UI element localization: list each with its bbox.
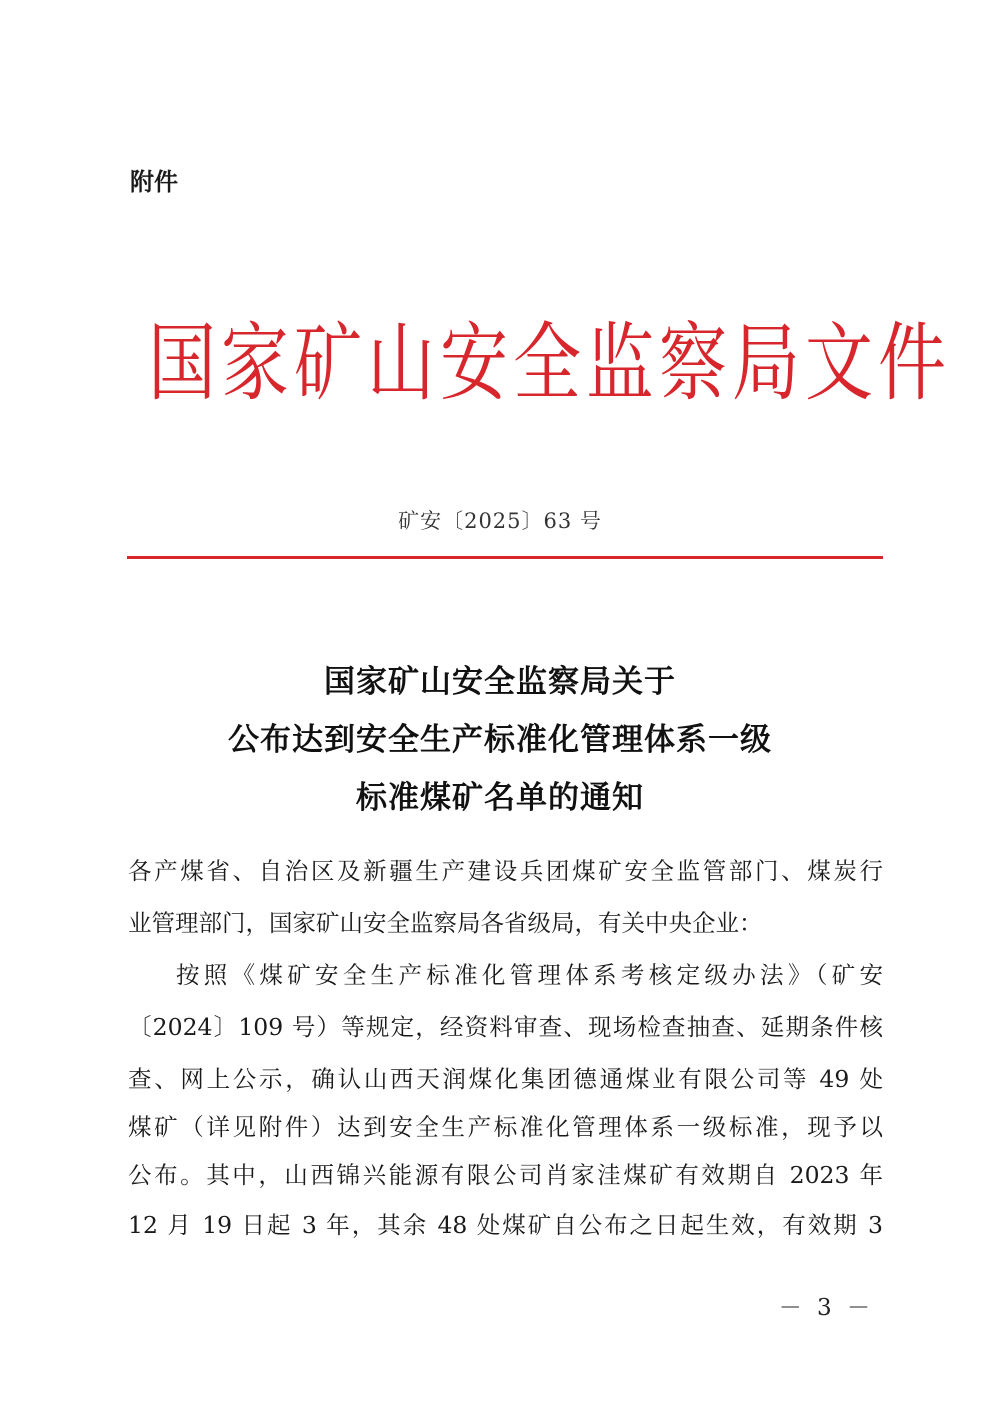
body-line: 煤矿（详见附件）达到安全生产标准化管理体系一级标准，现予以 xyxy=(128,1113,883,1141)
notice-title-line: 公布达到安全生产标准化管理体系一级 xyxy=(228,722,772,758)
notice-title-line: 国家矿山安全监察局关于 xyxy=(324,664,676,700)
red-divider-rule xyxy=(127,556,883,559)
attachment-label: 附件 xyxy=(130,168,178,196)
body-line: 按照《煤矿安全生产标准化管理体系考核定级办法》（矿安 xyxy=(176,961,883,989)
agency-red-header: 国家矿山安全监察局文件 xyxy=(148,315,952,414)
addressee-line: 各产煤省、自治区及新疆生产建设兵团煤矿安全监管部门、煤炭行 xyxy=(128,857,883,885)
notice-title-line: 标准煤矿名单的通知 xyxy=(356,780,644,816)
document-number: 矿安〔2025〕63 号 xyxy=(398,509,602,533)
body-line: 12 月 19 日起 3 年，其余 48 处煤矿自公布之日起生效，有效期 3 xyxy=(128,1211,883,1239)
body-line: 〔2024〕109 号）等规定，经资料审查、现场检查抽查、延期条件核 xyxy=(128,1013,883,1041)
page-number: － 3 － xyxy=(778,1295,874,1321)
body-line: 查、网上公示，确认山西天润煤化集团德通煤业有限公司等 49 处 xyxy=(128,1065,883,1093)
addressee-line: 业管理部门，国家矿山安全监察局各省级局，有关中央企业： xyxy=(128,909,763,937)
body-line: 公布。其中，山西锦兴能源有限公司肖家洼煤矿有效期自 2023 年 xyxy=(128,1161,883,1189)
